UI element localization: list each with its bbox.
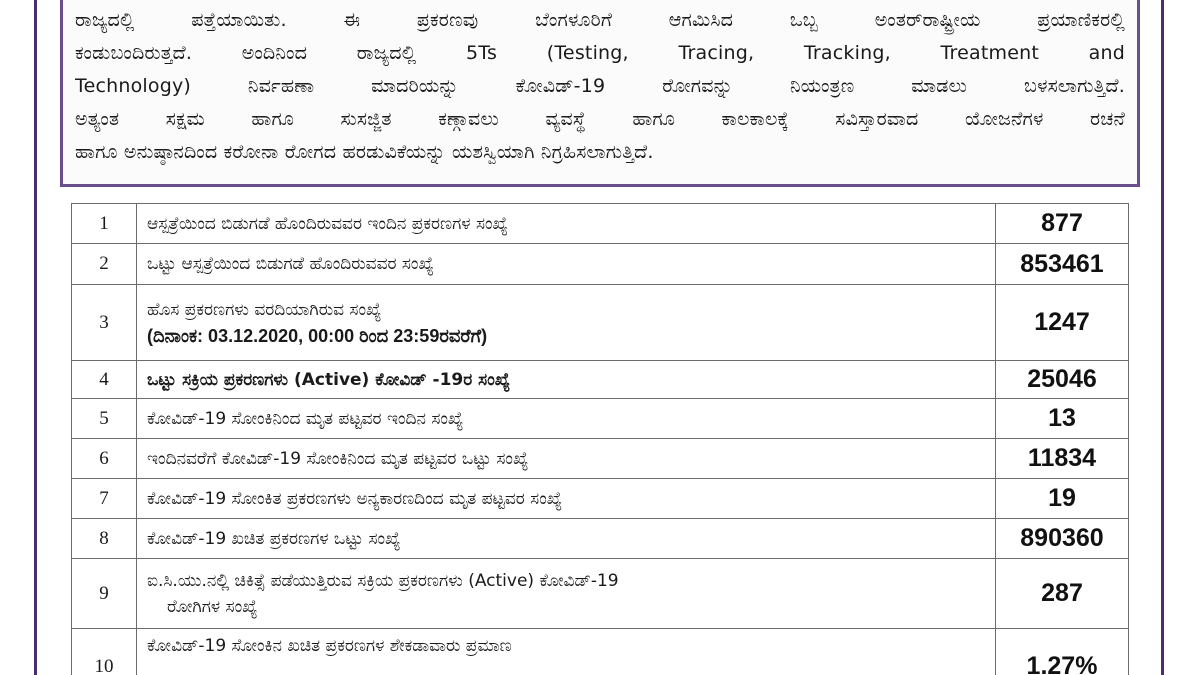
row-description: ಕೋವಿಡ್‌-19 ಸೋಂಕಿತ ಪ್ರಕರಣಗಳು ಅನ್ಯಕಾರಣದಿಂದ ಮೃತ ಪಟ್ಟವರ ಸಂಖ್ಯೆ — [137, 479, 996, 519]
row-description-date-range: (ದಿನಾಂಕ: 03.12.2020, 00:00 ರಿಂದ 23:59ರವರೆಗೆ) — [147, 325, 488, 346]
intro-line: ಅತ್ಯಂತ ಸಕ್ಷಮ ಹಾಗೂ ಸುಸಜ್ಜಿತ ಕಣ್ಗಾವಲು ವ್ಯವಸ್ಥೆ ಹಾಗೂ ಕಾಲಕಾಲಕ್ಕೆ ಸವಿಸ್ತಾರವಾದ ಯೋಜನೆಗಳ ರಚನೆ — [75, 108, 1125, 130]
row-description: ಕೋವಿಡ್‌-19 ಸೋಂಕಿನ ಖಚಿತ ಪ್ರಕರಣಗಳ ಶೇಕಡಾವಾರು ಪ್ರಮಾಣ — [147, 636, 512, 656]
row-number: 2 — [72, 244, 137, 285]
table-row — [72, 479, 1129, 519]
row-description: ಒಟ್ಟು ಆಸ್ಪತ್ರೆಯಿಂದ ಬಿಡುಗಡೆ ಹೊಂದಿರುವವರ ಸಂಖ್ಯೆ — [137, 244, 996, 285]
row-description: ಆಸ್ಪತ್ರೆಯಿಂದ ಬಿಡುಗಡೆ ಹೊಂದಿರುವವರ ಇಂದಿನ ಪ್ರಕರಣಗಳ ಸಂಖ್ಯೆ — [137, 204, 996, 244]
intro-line: ಹಾಗೂ ಅನುಷ್ಠಾನದಿಂದ ಕರೋನಾ ರೋಗದ ಹರಡುವಿಕೆಯನ್ನು ಯಶಸ್ವಿಯಾಗಿ ನಿಗ್ರಹಿಸಲಾಗುತ್ತಿದೆ. — [75, 141, 654, 163]
row-description-continued: ರೋಗಿಗಳ ಸಂಖ್ಯೆ — [167, 596, 258, 617]
table-row — [72, 399, 1129, 439]
row-value: 890360 — [996, 519, 1129, 559]
row-description: ಕೋವಿಡ್‌-19 ಸೋಂಕಿನಿಂದ ಮೃತ ಪಟ್ಟವರ ಇಂದಿನ ಸಂಖ್ಯೆ — [137, 399, 996, 439]
row-value: 853461 — [996, 244, 1129, 285]
row-description-cell — [137, 285, 996, 361]
row-description-cell — [137, 629, 996, 675]
row-value: 1247 — [996, 285, 1129, 361]
row-value: 1.27% — [996, 629, 1129, 675]
row-number: 5 — [72, 399, 137, 439]
row-number: 3 — [72, 285, 137, 361]
intro-paragraph-box — [60, 0, 1140, 187]
row-description-cell — [137, 559, 996, 629]
table-row — [72, 629, 1129, 675]
row-value: 287 — [996, 559, 1129, 629]
row-number: 8 — [72, 519, 137, 559]
row-value: 877 — [996, 204, 1129, 244]
table-row — [72, 439, 1129, 479]
row-number: 9 — [72, 559, 137, 629]
intro-line: Technology) ನಿರ್ವಹಣಾ ಮಾದರಿಯನ್ನು ಕೋವಿಡ್‌-19 ರೋಗವನ್ನು ನಿಯಂತ್ರಣ ಮಾಡಲು ಬಳಸಲಾಗುತ್ತಿದೆ. — [75, 75, 1125, 97]
row-number: 4 — [72, 361, 137, 399]
row-description: ಹೊಸ ಪ್ರಕರಣಗಳು ವರದಿಯಾಗಿರುವ ಸಂಖ್ಯೆ — [147, 299, 382, 320]
row-number: 6 — [72, 439, 137, 479]
row-number: 10 — [72, 629, 137, 675]
row-description: ಐ.ಸಿ.ಯು.ನಲ್ಲಿ ಚಿಕಿತ್ಸೆ ಪಡೆಯುತ್ತಿರುವ ಸಕ್ರಿಯ ಪ್ರಕರಣಗಳು (Active) ಕೋವಿಡ್‌-19 — [147, 570, 619, 591]
intro-line: ಕಂಡುಬಂದಿರುತ್ತದೆ. ಅಂದಿನಿಂದ ರಾಜ್ಯದಲ್ಲಿ 5Ts (Testing, Tracing, Tracking, Treatment and — [75, 42, 1125, 64]
row-description: ಒಟ್ಟು ಸಕ್ರಿಯ ಪ್ರಕರಣಗಳು (Active) ಕೋವಿಡ್‌ -19ರ ಸಂಖ್ಯೆ — [137, 361, 996, 399]
table-row — [72, 361, 1129, 399]
row-value: 25046 — [996, 361, 1129, 399]
row-description: ಇಂದಿನವರೆಗೆ ಕೋವಿಡ್‌-19 ಸೋಂಕಿನಿಂದ ಮೃತ ಪಟ್ಟವರ ಒಟ್ಟು ಸಂಖ್ಯೆ — [137, 439, 996, 479]
table-row — [72, 559, 1129, 629]
covid-stats-table — [71, 203, 1129, 675]
table-row — [72, 244, 1129, 285]
row-description: ಕೋವಿಡ್‌-19 ಖಚಿತ ಪ್ರಕರಣಗಳ ಒಟ್ಟು ಸಂಖ್ಯೆ — [137, 519, 996, 559]
row-number: 7 — [72, 479, 137, 519]
table-row — [72, 519, 1129, 559]
table-row — [72, 285, 1129, 361]
row-value: 13 — [996, 399, 1129, 439]
intro-line: ರಾಜ್ಯದಲ್ಲಿ ಪತ್ತೆಯಾಯಿತು. ಈ ಪ್ರಕರಣವು ಬೆಂಗಳೂರಿಗೆ ಆಗಮಿಸಿದ ಒಬ್ಬ ಅಂತರ್‌ರಾಷ್ಟ್ರೀಯ ಪ್ರಯಾಣಿಕರಲ್ಲಿ — [75, 9, 1125, 31]
row-number: 1 — [72, 204, 137, 244]
row-value: 11834 — [996, 439, 1129, 479]
row-value: 19 — [996, 479, 1129, 519]
table-row — [72, 204, 1129, 244]
